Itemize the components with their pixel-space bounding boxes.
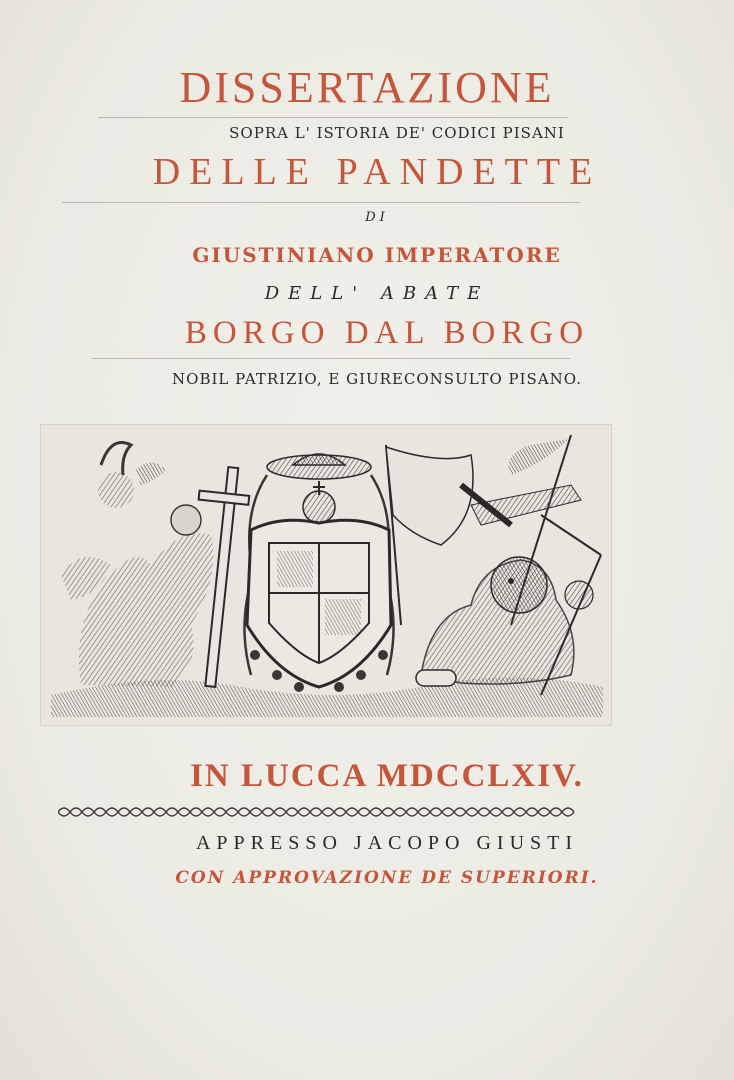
lion-icon [416,555,601,695]
approval-line: CON APPROVAZIONE DE SUPERIORI. [175,868,599,888]
title-line-abate: DELL' ABATE [264,283,490,304]
coat-of-arms-icon [247,481,391,692]
divider-rule-3 [92,358,570,359]
allegorical-figures-icon [61,443,214,688]
printer-line: APPRESSO JACOPO GIUSTI [195,832,579,854]
author-name: BORGO DAL BORGO [184,315,590,351]
title-line-di: DI [365,210,389,225]
place-and-date: IN LUCCA MDCCLXIV. [190,758,584,794]
ornamental-divider [58,804,578,820]
divider-rule-1 [98,117,568,118]
title-line-giustiniano: GIUSTINIANO IMPERATORE [192,243,562,267]
author-description: NOBIL PATRIZIO, E GIURECONSULTO PISANO. [172,370,582,388]
engraved-vignette [40,424,612,726]
divider-rule-2 [62,202,580,203]
vignette-illustration [41,425,611,725]
title-line-pandette: DELLE PANDETTE [152,151,602,193]
subtitle-line: SOPRA L' ISTORIA DE' CODICI PISANI [229,124,565,142]
title-line-dissertazione: DISSERTAZIONE [179,63,555,112]
